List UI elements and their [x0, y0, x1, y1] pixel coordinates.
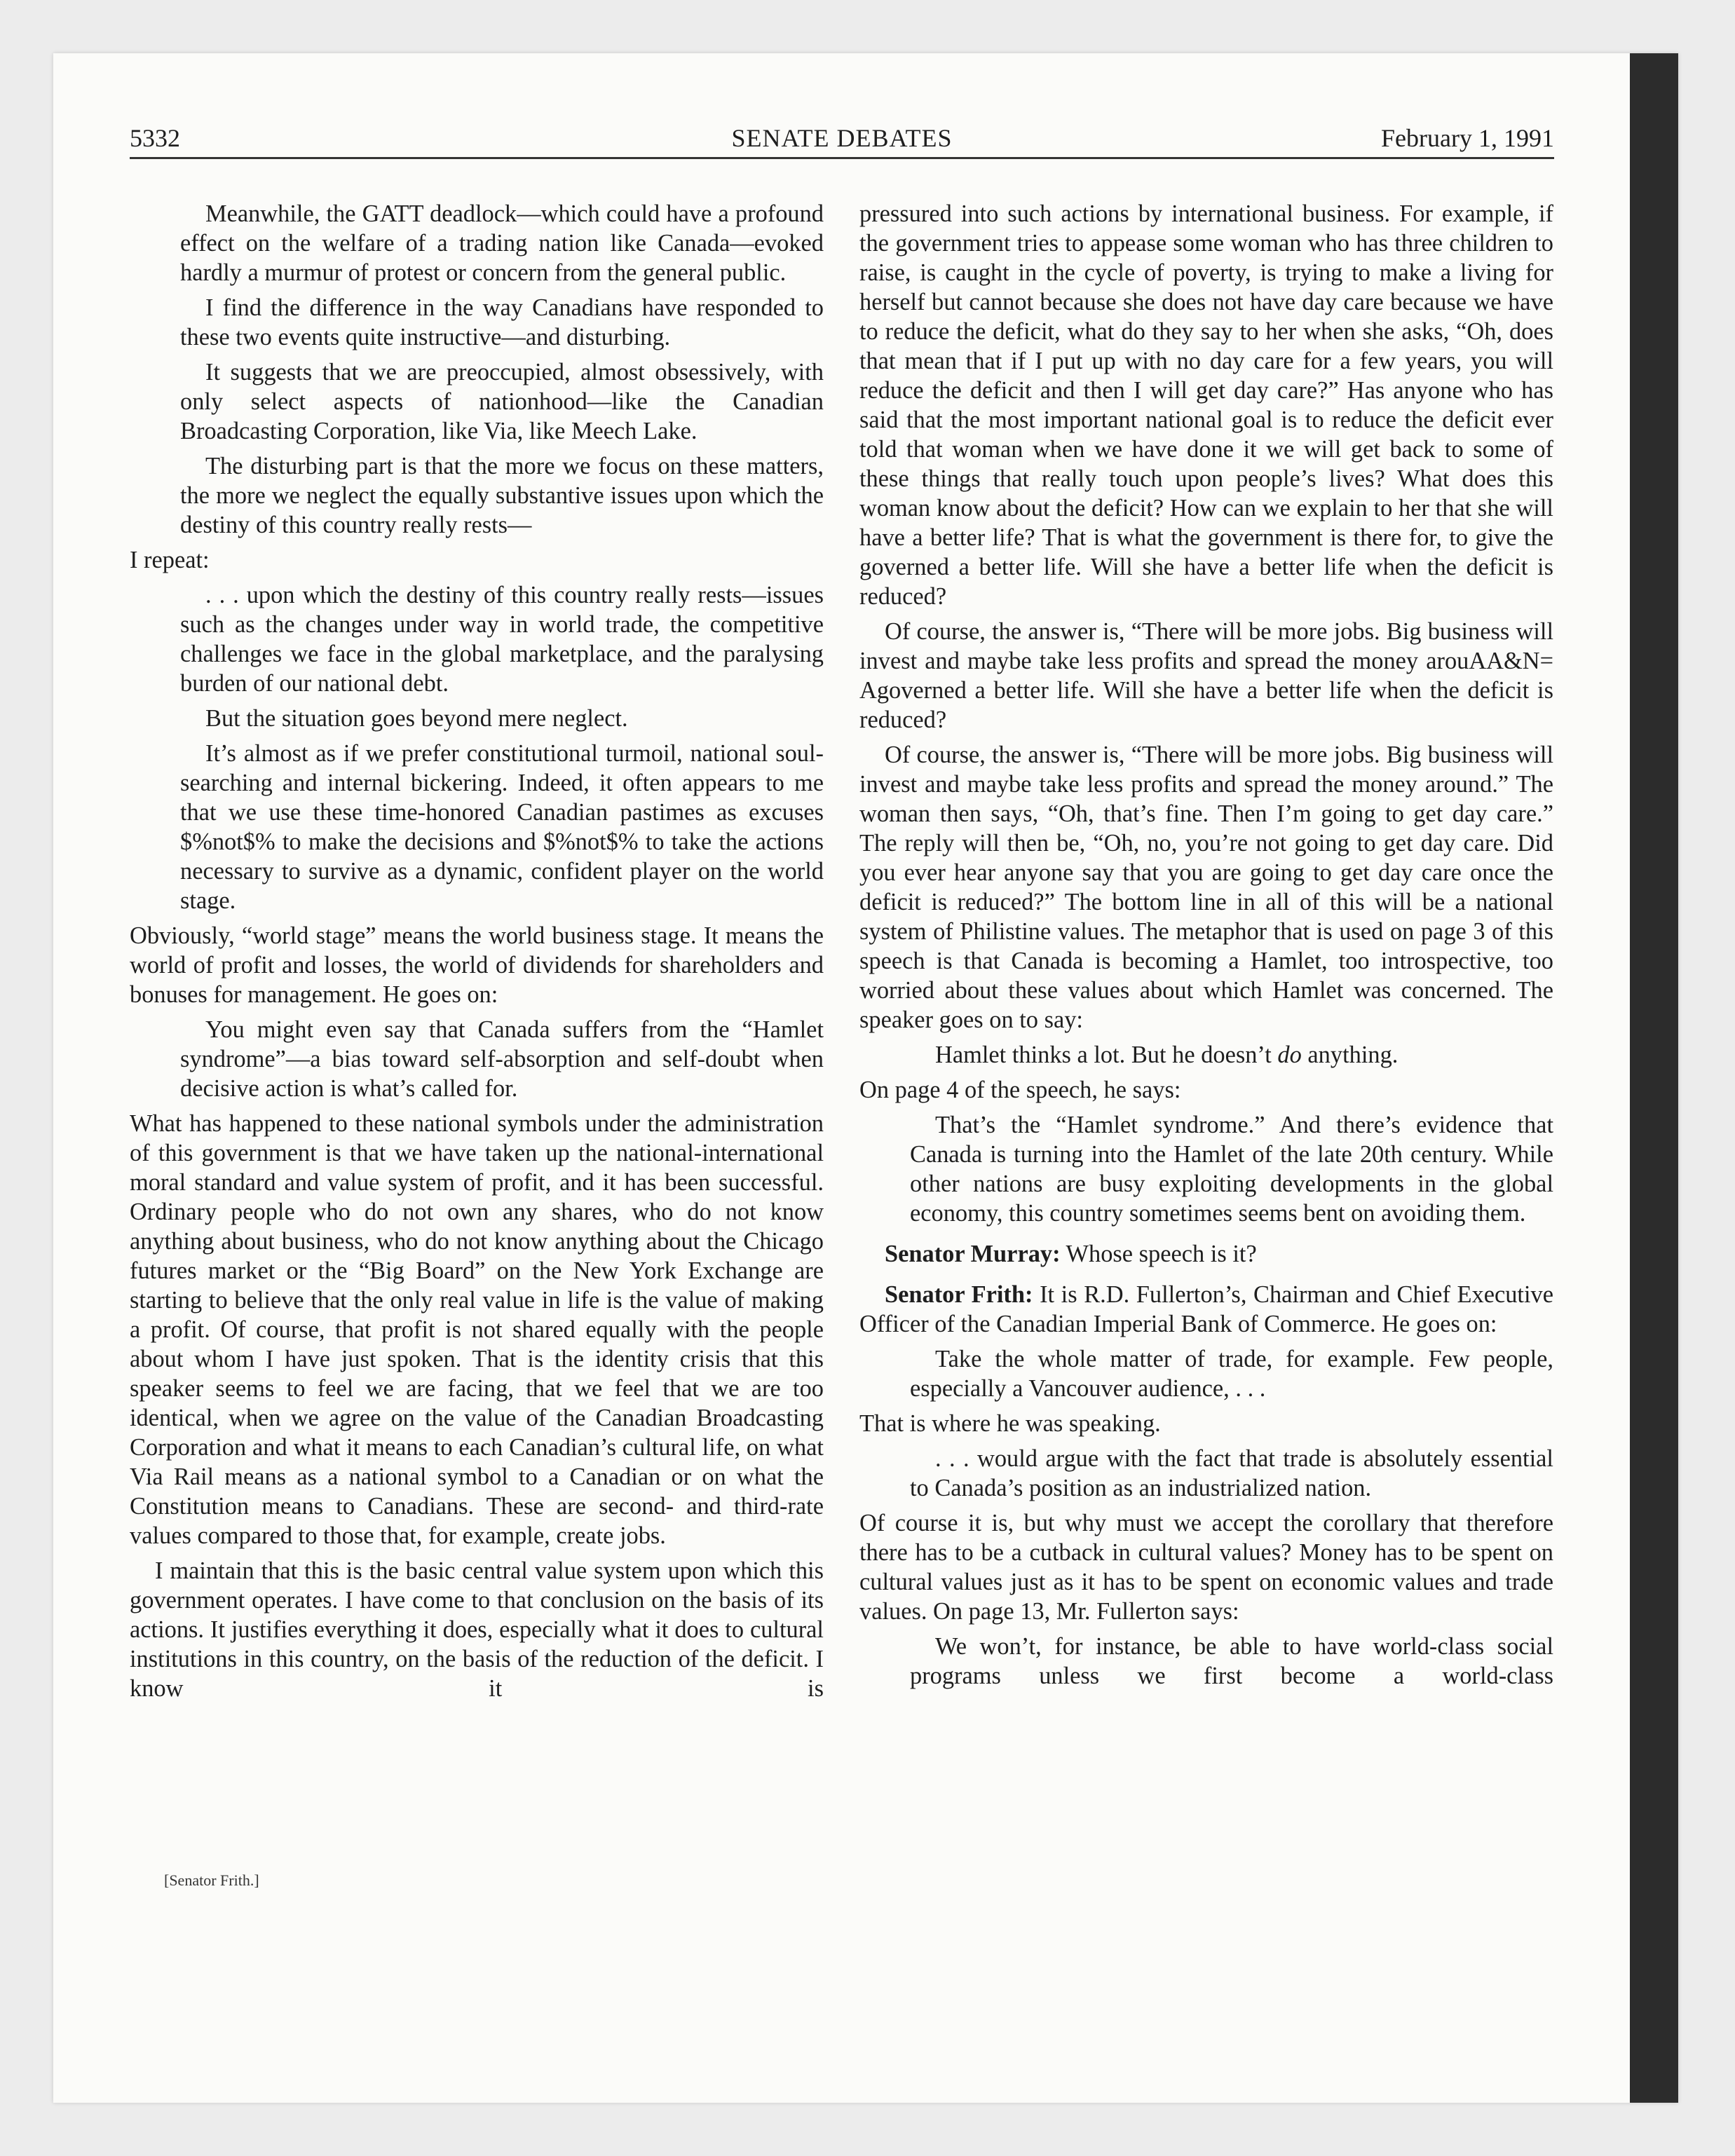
- body-paragraph: What has happened to these national symbols under the administration of this government is that we have taken up the national-international moral standard and value system of profit, and it has been successful. Ordinary people who do not own any shares, who do not know anything about business, who do not know anything about the Chicago futures market or the “Big Board” on the New York Exchange are starting to believe that the only real value in life is the value of making a profit. Of course, that profit is not shared equally with the people about whom I have just spoken. That is the identity crisis that this speaker seems to feel we are facing, that we feel that we are too identical, when we agree on the value of the Canadian Broadcasting Corporation and what it means to each Canadian’s cultural life, on what Via Rail means as a national symbol to a Canadian or on what the Constitution means to Canadians. These are second- and third-rate values compared to those that, for example, create jobs.: [130, 1110, 824, 1549]
- speaker-text: It is R.D. Fullerton’s, Chairman and Chief Executive Officer of the Canadian Imperial Bank of Commerce. He goes on:: [859, 1281, 1553, 1337]
- publication-date: February 1, 1991: [1381, 124, 1554, 152]
- speaker-paragraph: [859, 1280, 1553, 1339]
- body-paragraph: Of course, the answer is, “There will be more jobs. Big business will invest and maybe take less profits and spread the money arouAA&N= Agoverned a better life. Will she have a better life when the deficit is reduced?: [859, 618, 1553, 733]
- body-paragraph: Of course, the answer is, “There will be more jobs. Big business will invest and maybe take less profits and spread the money around.” The woman then says, “Oh, that’s fine. Then I’m going to get day care.” The reply will then be, “Oh, no, you’re not going to get day care. Did you ever hear anyone say that you are going to get day care once the deficit is reduced?” The bottom line in all of this will be a national system of Philistine values. The metaphor that is used on page 3 of this speech is that Canada is becoming a Hamlet, too introspective, too worried about these values about which Hamlet was concerned. The speaker goes on to say:: [859, 742, 1553, 1033]
- quote-paragraph: It’s almost as if we prefer constitutional turmoil, national soul-searching and internal bickering. Indeed, it often appears to me that we use these time-honored Canadian pastimes as excuses $%not$% to make the decisions and $%not$% to take the actions necessary to survive as a dynamic, confident player on the world stage.: [180, 740, 824, 914]
- quote-paragraph: . . . would argue with the fact that trade is absolutely essential to Canada’s position as an industrialized nation.: [910, 1445, 1553, 1501]
- scan-edge-shadow: [1630, 53, 1678, 2103]
- body-paragraph: Obviously, “world stage” means the world business stage. It means the world of profit and losses, the world of dividends for shareholders and bonuses for management. He goes on:: [130, 922, 824, 1008]
- quote-paragraph: I find the difference in the way Canadians have responded to these two events quite instructive—and disturbing.: [180, 294, 824, 350]
- quote-paragraph: It suggests that we are preoccupied, almost obsessively, with only select aspects of nationhood—like the Canadian Broadcasting Corporation, like Via, like Meech Lake.: [180, 359, 824, 444]
- body-paragraph: On page 4 of the speech, he says:: [859, 1077, 1181, 1103]
- emphasis-text: do: [1277, 1042, 1302, 1068]
- quote-text: anything.: [1301, 1042, 1399, 1068]
- speaker-footnote: [Senator Frith.]: [164, 1871, 259, 1889]
- body-paragraph: pressured into such actions by international business. For example, if the government tries to appease some woman who has three children to raise, is caught in the cycle of poverty, is trying to make a living for herself but cannot because she does not have day care because we have to reduce the deficit, what do they say to her when she asks, “Oh, does that mean that if I put up with no day care for a few years, you will reduce the deficit and then I will get day care?” Has anyone who has said that the most important national goal is to reduce the deficit ever told that woman when we have done it we will get back to some of these things that really touch upon people’s lives? What does this woman know about the deficit? How can we explain to her that she will have a better life? That is what the government is there for, to give the governed a better life. Will she have a better life when the deficit is reduced?: [859, 200, 1553, 610]
- publication-title: SENATE DEBATES: [731, 124, 953, 152]
- quote-paragraph: . . . upon which the destiny of this country really rests—issues such as the changes under way in world trade, the competitive challenges we face in the global marketplace, and the paralysing burden of our national debt.: [180, 582, 824, 697]
- quote-paragraph: The disturbing part is that the more we focus on these matters, the more we neglect the equally substantive issues upon which the destiny of this country really rests—: [180, 453, 824, 538]
- left-column: [130, 199, 824, 1709]
- right-column: [859, 199, 1553, 1696]
- body-paragraph: I repeat:: [130, 547, 210, 573]
- speaker-name: Senator Frith:: [885, 1281, 1033, 1308]
- page-header: [130, 122, 1554, 159]
- body-paragraph: I maintain that this is the basic central value system upon which this government operates. I have come to that conclusion on the basis of its actions. It justifies everything it does, especially what it does to cultural institutions in this country, on the basis of the reduction of the deficit. I know it is: [130, 1557, 824, 1702]
- body-paragraph: That is where he was speaking.: [859, 1410, 1161, 1437]
- quote-paragraph: That’s the “Hamlet syndrome.” And there’s evidence that Canada is turning into the Hamlet of the late 20th century. While other nations are busy exploiting developments in the global economy, this country sometimes seems bent on avoiding them.: [910, 1112, 1553, 1227]
- quote-text: Hamlet thinks a lot. But he doesn’t: [935, 1042, 1278, 1068]
- body-paragraph: Of course it is, but why must we accept the corollary that therefore there has to be a cutback in cultural values? Money has to be spent on cultural values just as it has to be spent on economic values and trade values. On page 13, Mr. Fullerton says:: [859, 1510, 1553, 1625]
- quote-paragraph: You might even say that Canada suffers from the “Hamlet syndrome”—a bias toward self-absorption and self-doubt when decisive action is what’s called for.: [180, 1016, 824, 1102]
- quote-paragraph: We won’t, for instance, be able to have world-class social programs unless we first become a world-class: [910, 1633, 1553, 1689]
- quote-paragraph: [910, 1040, 1553, 1070]
- page-number: 5332: [130, 124, 180, 152]
- speaker-paragraph: [859, 1239, 1553, 1269]
- quote-paragraph: Meanwhile, the GATT deadlock—which could have a profound effect on the welfare of a trading nation like Canada—evoked hardly a murmur of protest or concern from the general public.: [180, 200, 824, 286]
- quote-paragraph: Take the whole matter of trade, for example. Few people, especially a Vancouver audience, . . .: [910, 1346, 1553, 1402]
- quote-paragraph: But the situation goes beyond mere neglect.: [205, 705, 628, 732]
- speaker-name: Senator Murray:: [885, 1241, 1061, 1267]
- speaker-text: Whose speech is it?: [1060, 1241, 1257, 1267]
